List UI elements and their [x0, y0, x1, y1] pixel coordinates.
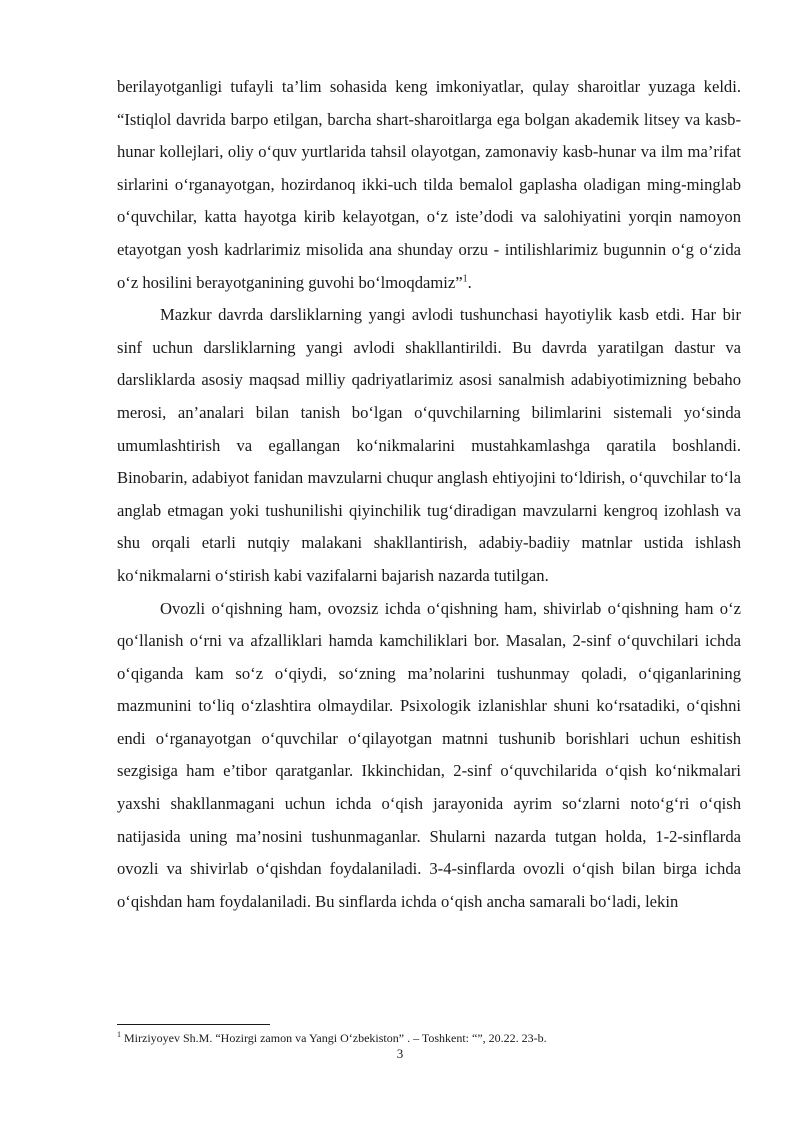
footnote-reference[interactable]: 1: [462, 273, 468, 285]
paragraph-2: Mazkur davrda darsliklarning yangi avlodi tushunchasi hayotiylik kasb etdi. Har bir sinf uchun darsliklarning yangi avlodi shakllantirildi. Bu davrda yaratilgan dastur va darsliklarda asosiy maqsad milliy qadriyatlarimiz asosi sanalmish adabiyotimizning bebaho merosi, an’analari bilan tanish bo‘lgan o‘quvchilarning bilimlarini sistemali yo‘sinda umumlashtirish va egallangan ko‘nikmalarini mustahkamlashga qaratila boshlandi. Binobarin, adabiyot fanidan mavzularni chuqur anglash ehtiyojini to‘ldirish, o‘quvchilar to‘la anglab etmagan yoki tushunilishi qiyinchilik tug‘diradigan mavzularni kengroq izohlash va shu orqali etarli nutqiy malakani shakllantirish, adabiy-badiiy matnlar ustida ishlash ko‘nikmalarni o‘stirish kabi vazifalarni bajarish nazarda tutilgan.: [117, 305, 741, 585]
footnote-text: Mirziyoyev Sh.M. “Hozirgi zamon va Yangi O‘zbekiston” . – Toshkent: “”, 20.22. 23-b.: [121, 1031, 547, 1045]
footnote-marker: 1: [117, 1030, 121, 1039]
footnote: [117, 1030, 741, 1046]
page-number: 3: [396, 1046, 404, 1061]
paragraph-3: Ovozli o‘qishning ham, ovozsiz ichda o‘qishning ham, shivirlab o‘qishning ham o‘z qo‘llanish o‘rni va afzalliklari hamda kamchiliklari bor. Masalan, 2-sinf o‘quvchilari ichda o‘qiganda kam so‘z o‘qiydi, so‘zning ma’nolarini tushunmay qoladi, o‘qiganlarining mazmunini to‘liq o‘zlashtira olmaydilar. Psixologik izlanishlar shuni ko‘rsatadiki, o‘qishni endi o‘rganayotgan o‘quvchilar o‘qilayotgan matnni tushunib borishlari uchun eshitish sezgisiga ham e’tibor qaratganlar. Ikkinchidan, 2-sinf o‘quvchilarida o‘qish ko‘nikmalari yaxshi shakllanmagani uchun ichda o‘qish jarayonida ayrim so‘zlarni noto‘g‘ri o‘qish natijasida uning ma’nosini tushunmaganlar. Shularni nazarda tutgan holda, 1-2-sinflarda ovozli va shivirlab o‘qishdan foydalaniladi. 3-4-sinflarda ovozli o‘qish bilan birga ichda o‘qishdan ham foydalaniladi. Bu sinflarda ichda o‘qish ancha samarali bo‘ladi, lekin: [117, 598, 741, 911]
paragraph-text: berilayotganligi tufayli ta’lim sohasida keng imkoniyatlar, qulay sharoitlar yuzaga keldi. “Istiqlol davrida barpo etilgan, barcha shart-sharoitlarga ega bolgan akademik litsey va kasb-hunar kollejlari, oliy o‘quv yurtlarida tahsil olayotgan, zamonaviy kasb-hunar va ilm ma’rifat sirlarini o‘rganayotgan, hozirdanoq ikki-uch tilda bemalol gaplasha oladigan ming-minglab o‘quvchilar, katta hayotga kirib kelayotgan, o‘z iste’dodi va salohiyatini yorqin namoyon etayotgan yosh kadrlarimiz misolida ana shunday orzu - intilishlarimiz bugunnin o‘g o‘zida o‘z hosilini berayotganining guvohi bo‘lmoqdamiz”: [117, 77, 741, 292]
paragraph-end-punct: .: [467, 272, 472, 292]
paragraph-1: [117, 71, 741, 299]
body-text: [117, 71, 741, 918]
footnote-separator: [117, 1024, 270, 1025]
